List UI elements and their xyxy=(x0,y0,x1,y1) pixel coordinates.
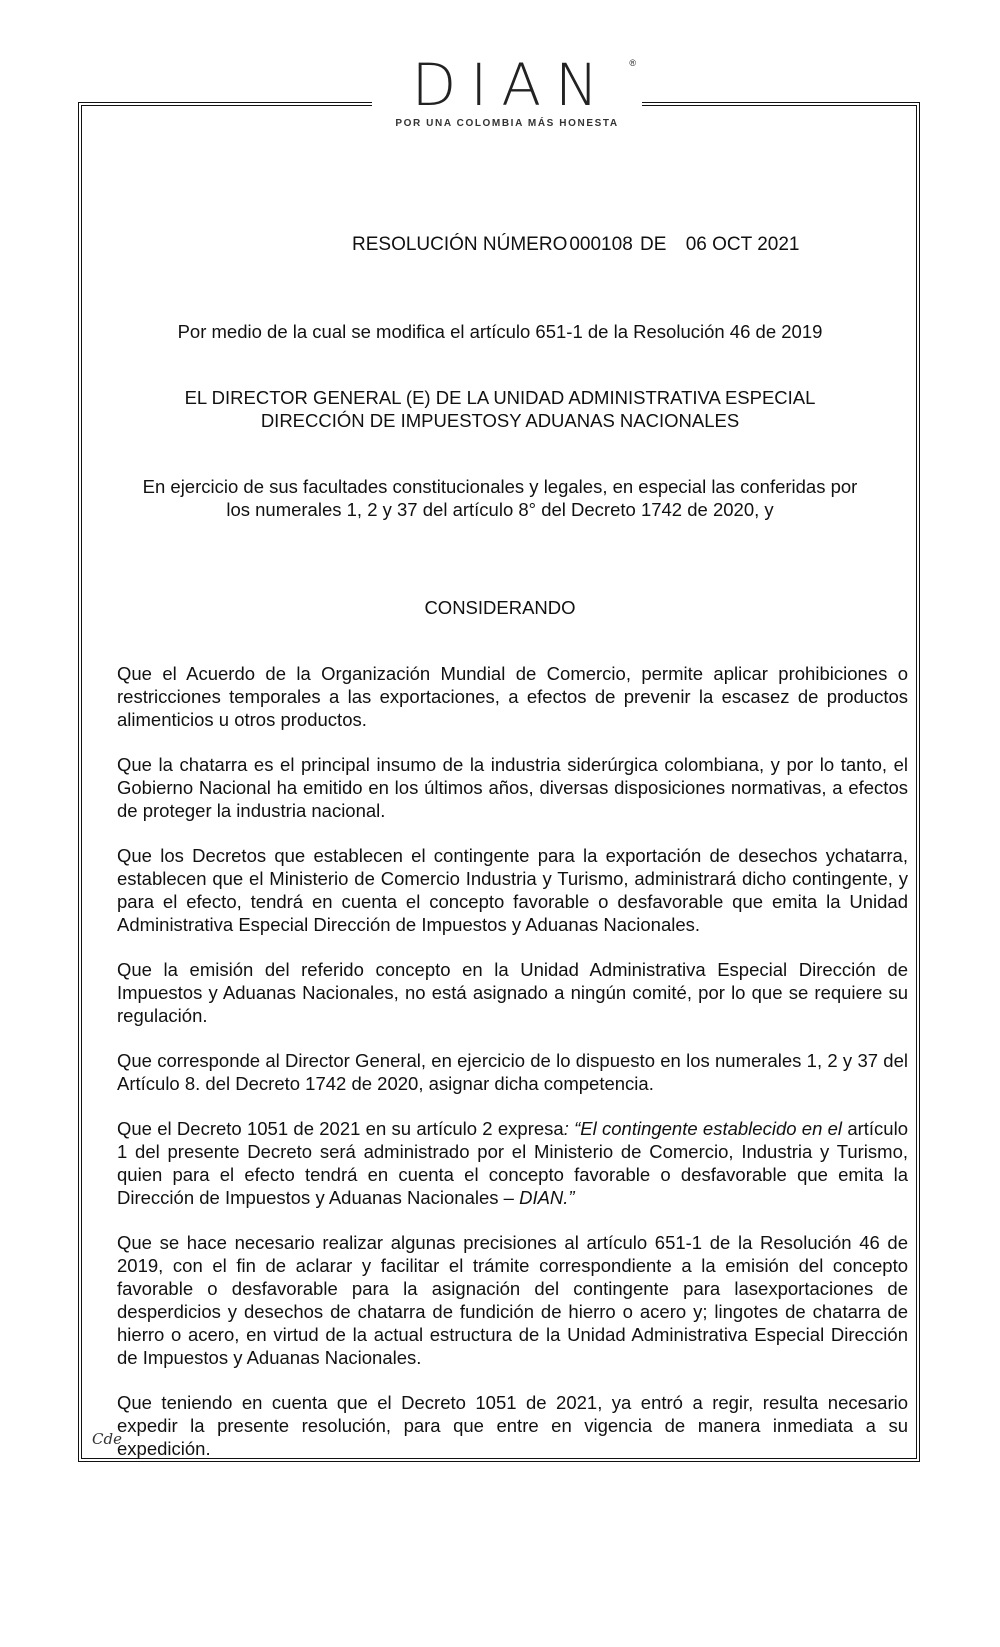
handwritten-initials: Cde xyxy=(92,1430,122,1448)
authority-line-2: DIRECCIÓN DE IMPUESTOSY ADUANAS NACIONALES xyxy=(260,410,740,431)
resolution-date: 06 OCT 2021 xyxy=(685,234,800,255)
resolution-label: RESOLUCIÓN NÚMERO xyxy=(352,234,568,255)
authority-line-1: EL DIRECTOR GENERAL (E) DE LA UNIDAD ADMINISTRATIVA ESPECIAL xyxy=(184,387,816,408)
paragraph: Que el Acuerdo de la Organización Mundial de Comercio, permite aplicar prohibiciones o restricciones temporales a las exportaciones, a efectos de prevenir la escasez de productos alimenticios u otros productos. xyxy=(117,663,908,730)
paragraph: Que la emisión del referido concepto en la Unidad Administrativa Especial Dirección de Impuestos y Aduanas Nacionales, no está asignado a ningún comité, por lo que se requiere su regulación. xyxy=(117,959,908,1026)
decree-quote-start: : “El contingente establecido en el xyxy=(563,1118,843,1139)
paragraph: Que se hace necesario realizar algunas precisiones al artículo 651-1 de la Resolución 46 de 2019, con el fin de aclarar y facilitar el trámite correspondiente a la emisión del concepto favorable o desfavorable para la asignación del contingente para lasexportaciones de desperdicios y desechos de chatarra de fundición de hierro o acero y; lingotes de chatarra de hierro o acero, en virtud de la actual estructura de la Unidad Administrativa Especial Dirección de Impuestos y Aduanas Nacionales. xyxy=(117,1232,908,1368)
resolution-subject: Por medio de la cual se modifica el artículo 651-1 de la Resolución 46 de 2019 xyxy=(177,321,823,342)
paragraph: Que los Decretos que establecen el contingente para la exportación de desechos ychatarra, establecen que el Ministerio de Comercio Industria y Turismo, administrará dicho contingente, y para el efecto, tendrá en cuenta el concepto favorable o desfavorable que emita la Unidad Administrativa Especial Dirección de Impuestos y Aduanas Nacionales. xyxy=(117,845,908,935)
paragraph: Que la chatarra es el principal insumo de la industria siderúrgica colombiana, y por lo tanto, el Gobierno Nacional ha emitido en los últimos años, diversas disposiciones normativas, a efectos de proteger la industria nacional. xyxy=(117,754,908,821)
decree-quote-body: artículo 1 del presente Decreto será administrado por el Ministerio de Comercio, Industria y Turismo, quien para el efecto tendrá en cuenta el concepto favorable o desfavorable que emita la Dirección de Impuestos y Aduanas Nacionales – xyxy=(117,1118,908,1208)
registered-mark: ® xyxy=(629,58,636,68)
resolution-number: 000108 xyxy=(569,234,633,255)
logo-wordmark: DIAN xyxy=(411,51,613,119)
logo-tagline: POR UNA COLOMBIA MÁS HONESTA xyxy=(395,118,619,129)
considerations-body xyxy=(117,662,908,1460)
considering-heading: CONSIDERANDO xyxy=(424,597,576,618)
resolution-number-line xyxy=(352,234,799,256)
paragraph: Que teniendo en cuenta que el Decreto 1051 de 2021, ya entró a regir, resulta necesario expedir la presente resolución, para que entre en vigencia de manera inmediata a su expedición. xyxy=(117,1392,908,1459)
decree-quote-end: DIAN.” xyxy=(519,1187,575,1208)
resolution-de: DE xyxy=(640,234,667,255)
dian-logo xyxy=(372,51,642,132)
decree-lead: Que el Decreto 1051 de 2021 en su artículo 2 expresa xyxy=(117,1118,564,1139)
decree-paragraph xyxy=(117,1117,908,1209)
powers-line-1: En ejercicio de sus facultades constitucionales y legales, en especial las conferidas por xyxy=(142,476,858,497)
powers-line-2: los numerales 1, 2 y 37 del artículo 8° del Decreto 1742 de 2020, y xyxy=(226,499,774,520)
paragraph: Que corresponde al Director General, en ejercicio de lo dispuesto en los numerales 1, 2 y 37 del Artículo 8. del Decreto 1742 de 2020, asignar dicha competencia. xyxy=(117,1050,908,1094)
